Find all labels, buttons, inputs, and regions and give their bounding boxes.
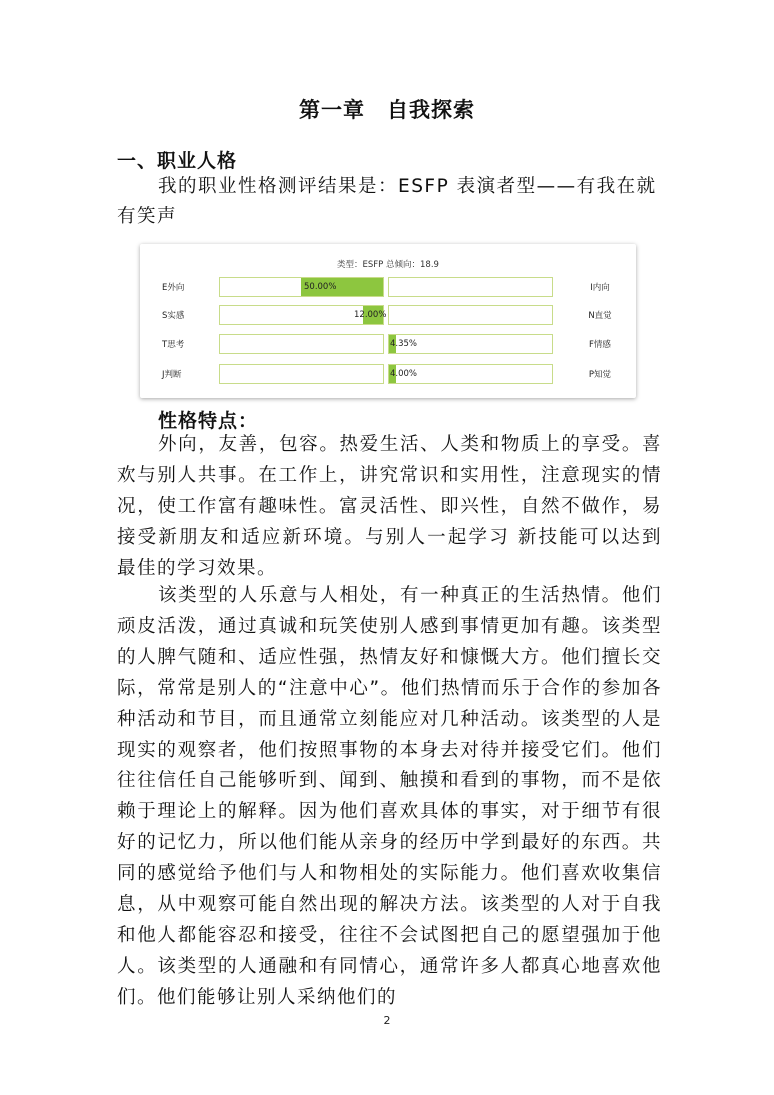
section-heading: 一、职业人格	[117, 150, 238, 172]
paragraph-1: 外向，友善，包容。热爱生活、人类和物质上的享受。喜欢与别人共事。在工作上，讲究常识和实用性，注意现实的情况，使工作富有趣味性。富灵活性、即兴性，自然不做作，易接受新朋友和适应新环境。与别人一起学习 新技能可以达到最佳的学习效果。	[117, 434, 662, 579]
dimension-right-label: N直觉	[588, 311, 612, 321]
dimension-left-track	[219, 334, 384, 354]
dimension-left-label: S实感	[162, 311, 185, 321]
chapter-title	[0, 94, 774, 124]
dimension-right-track	[388, 277, 553, 297]
dimension-percent-label: 4.00%	[390, 369, 418, 379]
chapter-number: 第一章	[299, 98, 365, 122]
dimension-right-track	[388, 305, 553, 325]
dimension-percent-label: 50.00%	[304, 282, 337, 292]
dimension-left-track	[219, 364, 384, 384]
dimension-row	[140, 334, 636, 356]
result-summary: 类型：ESFP 总倾向：18.9	[337, 260, 439, 270]
traits-heading: 性格特点：	[158, 410, 259, 432]
dimension-left-track	[219, 277, 384, 297]
dimension-row	[140, 305, 636, 327]
dimension-percent-label: 12.00%	[354, 310, 387, 320]
dimension-left-label: E外向	[162, 283, 185, 293]
page-number: 2	[383, 1014, 391, 1027]
dimension-left-label: J判断	[162, 370, 182, 380]
dimension-row	[140, 277, 636, 299]
personality-result-chart	[140, 244, 636, 398]
intro-paragraph: 我的职业性格测评结果是：ESFP 表演者型——有我在就有笑声	[117, 176, 657, 227]
dimension-right-label: I内向	[590, 283, 610, 293]
dimension-right-label: P知觉	[588, 370, 612, 380]
dimension-percent-label: 4.35%	[390, 339, 418, 349]
dimension-row	[140, 364, 636, 386]
chapter-name: 自我探索	[387, 98, 475, 122]
dimension-left-label: T思考	[162, 340, 185, 350]
dimension-right-label: F情感	[589, 340, 611, 350]
paragraph-2: 该类型的人乐意与人相处，有一种真正的生活热情。他们顽皮活泼，通过真诚和玩笑使别人感到事情更加有趣。该类型的人脾气随和、适应性强，热情友好和慷慨大方。他们擅长交际，常常是别人的“注意中心”。他们热情而乐于合作的参加各种活动和节目，而且通常立刻能应对几种活动。该类型的人是现实的观察者，他们按照事物的本身去对待并接受它们。他们往往信任自己能够听到、闻到、触摸和看到的事物，而不是依赖于理论上的解释。因为他们喜欢具体的事实，对于细节有很好的记忆力，所以他们能从亲身的经历中学到最好的东西。共同的感觉给予他们与人和物相处的实际能力。他们喜欢收集信息，从中观察可能自然出现的解决方法。该类型的人对于自我和他人都能容忍和接受，往往不会试图把自己的愿望强加于他人。该类型的人通融和有同情心，通常许多人都真心地喜欢他们。他们能够让别人采纳他们的	[117, 585, 662, 1008]
